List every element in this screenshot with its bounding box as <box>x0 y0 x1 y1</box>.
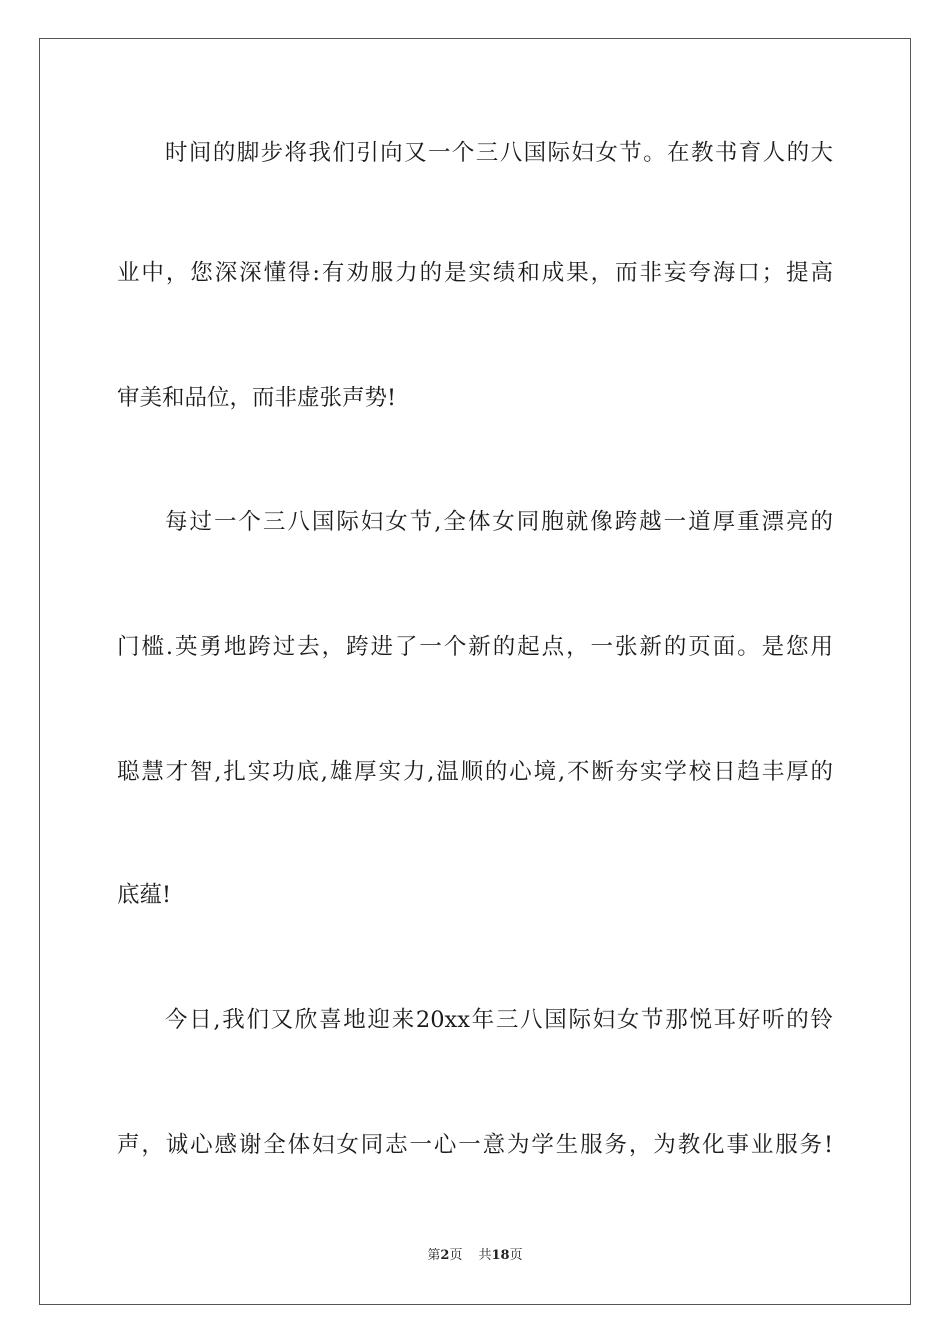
paragraph-2-line-1: 每过一个三八国际妇女节,全体女同胞就像跨越一道厚重漂亮的 <box>165 509 833 535</box>
paragraph-2-line-2: 门槛.英勇地跨过去，跨进了一个新的起点，一张新的页面。是您用 <box>117 634 833 660</box>
paragraph-3-line-1: 今日,我们又欣喜地迎来20xx年三八国际妇女节那悦耳好听的铃 <box>165 1007 833 1033</box>
total-prefix: 共 <box>478 1248 492 1263</box>
page-prefix: 第 <box>427 1248 441 1263</box>
page-suffix: 页 <box>449 1248 463 1263</box>
paragraph-1-line-1: 时间的脚步将我们引向又一个三八国际妇女节。在教书育人的大 <box>165 140 833 166</box>
paragraph-1-line-3: 审美和品位，而非虚张声势! <box>117 385 397 411</box>
paragraph-2-line-4: 底蕴! <box>117 882 172 908</box>
total-pages: 18 <box>491 1248 510 1263</box>
paragraph-3-line-2: 声，诚心感谢全体妇女同志一心一意为学生服务，为教化事业服务! <box>117 1132 833 1158</box>
page-border <box>39 38 911 1305</box>
total-suffix: 页 <box>509 1248 523 1263</box>
page-footer <box>0 1247 950 1265</box>
paragraph-1-line-2: 业中，您深深懂得:有劝服力的是实绩和成果，而非妄夸海口；提高 <box>117 260 833 286</box>
page-number: 2 <box>440 1248 450 1263</box>
paragraph-2-line-3: 聪慧才智,扎实功底,雄厚实力,温顺的心境,不断夯实学校日趋丰厚的 <box>117 759 833 785</box>
